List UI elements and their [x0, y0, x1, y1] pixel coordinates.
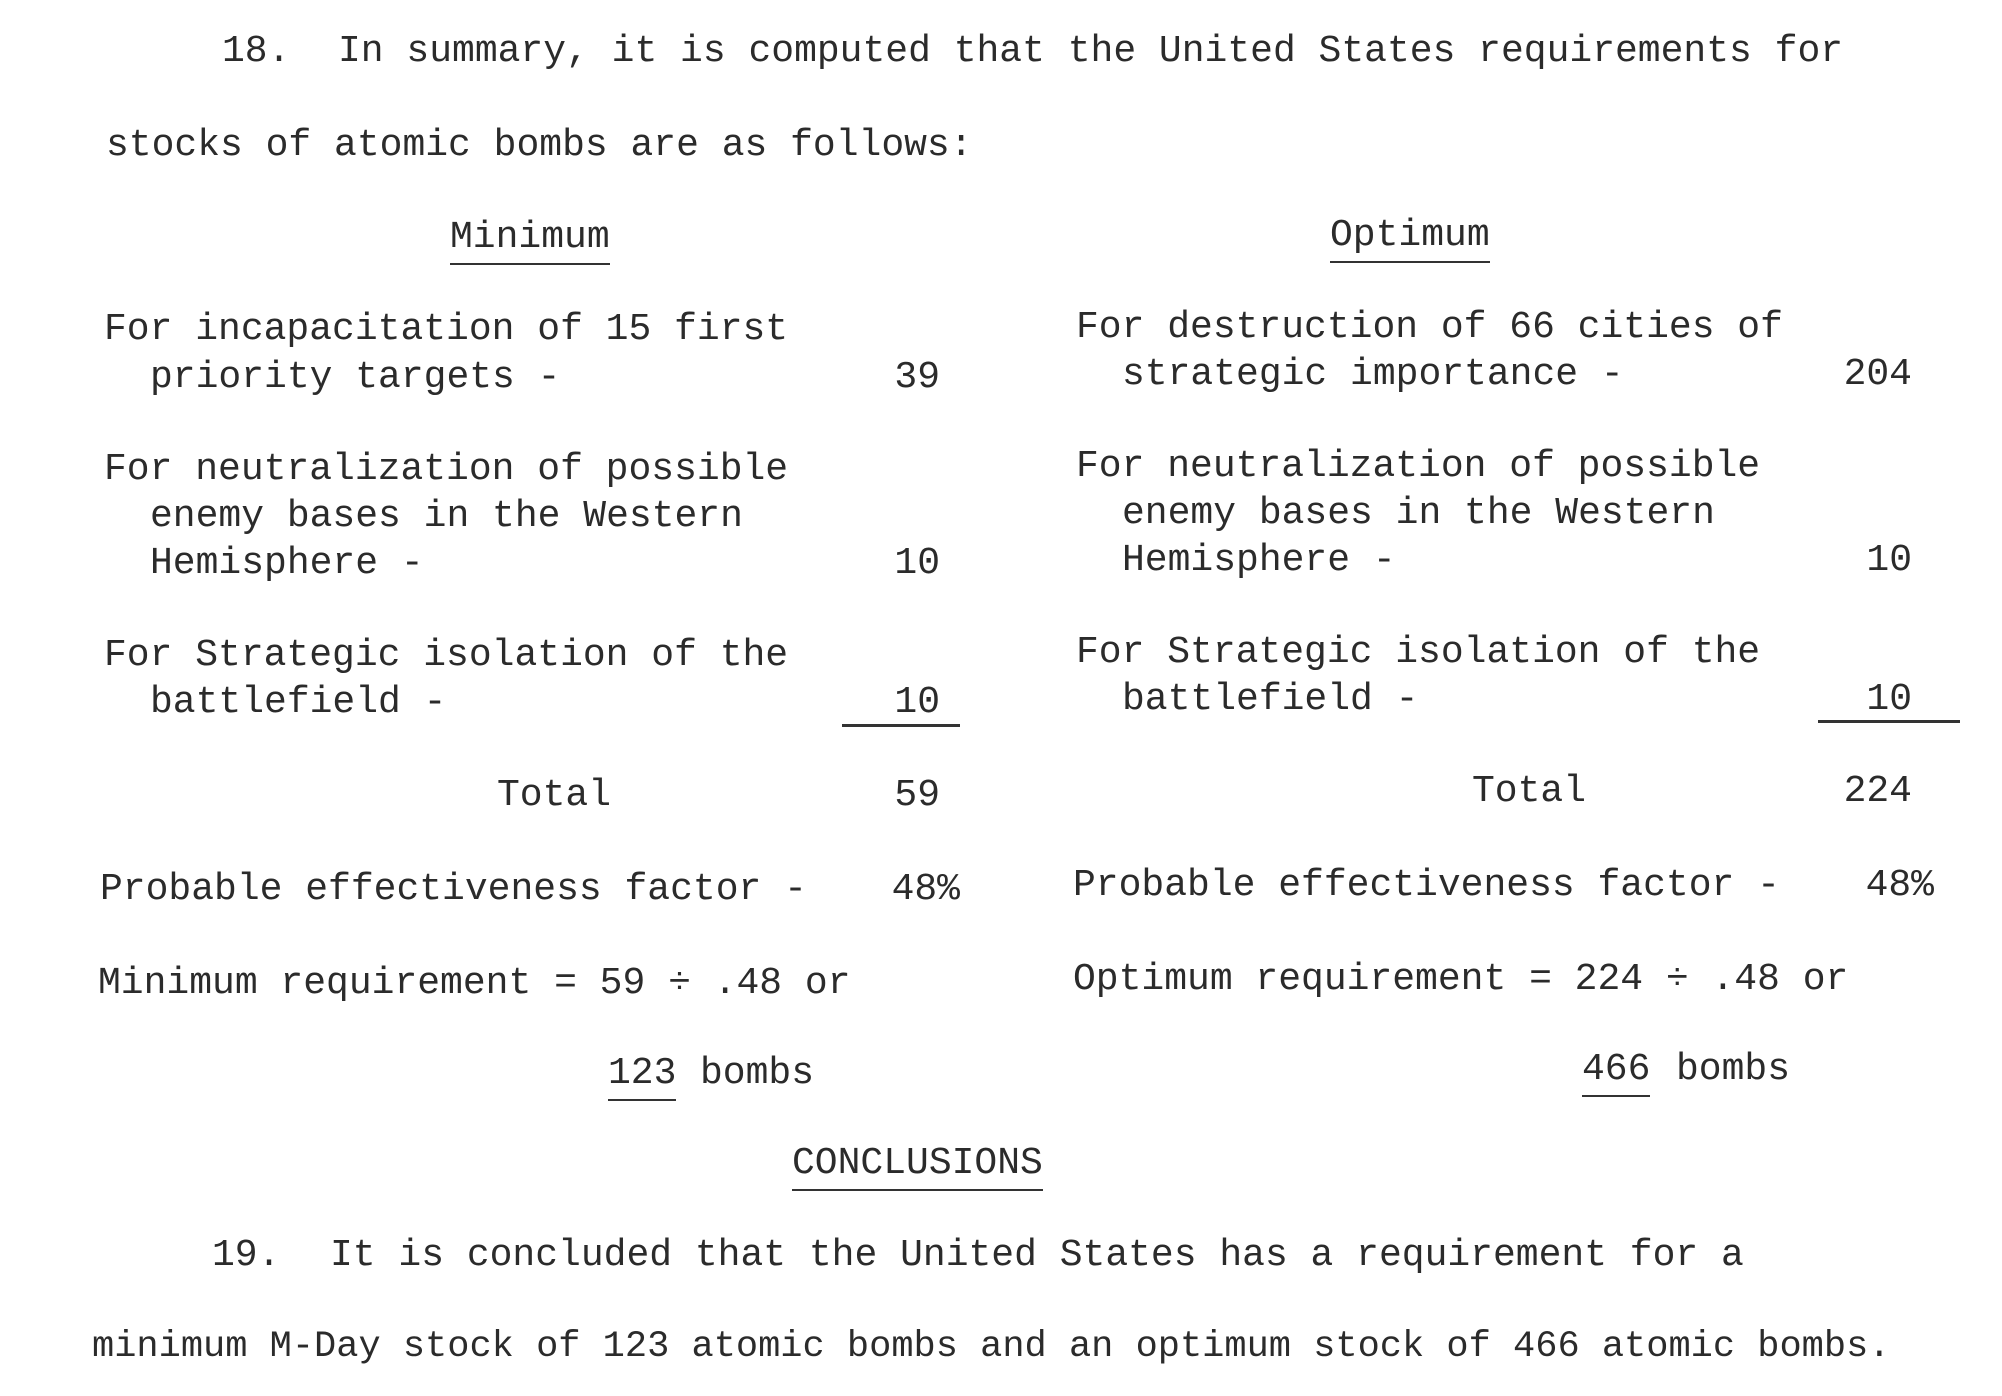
conclusions-heading: CONCLUSIONS	[792, 1142, 1043, 1191]
minimum-result-value: 123	[608, 1052, 676, 1101]
optimum-factor-label: Probable effectiveness factor -	[1073, 864, 1780, 907]
optimum-item-2-line-3: Hemisphere -	[1122, 539, 1396, 582]
paragraph-number-18: 18.	[222, 30, 291, 73]
minimum-item-3-line-2: battlefield -	[150, 681, 447, 724]
minimum-item-2-line-1: For neutralization of possible	[104, 448, 789, 491]
minimum-item-1-line-2: priority targets -	[150, 356, 561, 399]
minimum-requirement-formula: Minimum requirement = 59 ÷ .48 or	[98, 962, 851, 1005]
minimum-heading: Minimum	[450, 216, 610, 265]
minimum-item-3-value: 10	[894, 681, 940, 724]
minimum-item-2-line-2: enemy bases in the Western	[150, 495, 743, 538]
optimum-heading: Optimum	[1330, 214, 1490, 263]
optimum-result-value: 466	[1582, 1048, 1650, 1097]
paragraph-number-19: 19.	[212, 1234, 281, 1277]
minimum-total-value: 59	[894, 774, 940, 817]
optimum-item-3-line-2: battlefield -	[1122, 678, 1419, 721]
optimum-item-2-value: 10	[1866, 539, 1912, 582]
optimum-total-value: 224	[1843, 770, 1912, 813]
optimum-item-3-line-1: For Strategic isolation of the	[1076, 631, 1761, 674]
conclusion-line-2: minimum M-Day stock of 123 atomic bombs and an optimum stock of 466 atomic bombs.	[92, 1326, 1891, 1368]
optimum-item-2-line-2: enemy bases in the Western	[1122, 492, 1715, 535]
optimum-sum-rule	[1818, 720, 1960, 723]
optimum-item-1-value: 204	[1843, 353, 1912, 396]
minimum-item-2-value: 10	[894, 542, 940, 585]
minimum-factor-label: Probable effectiveness factor -	[100, 868, 807, 911]
minimum-item-1-line-1: For incapacitation of 15 first	[104, 308, 789, 351]
minimum-sum-rule	[842, 724, 960, 727]
optimum-factor-value: 48%	[1865, 864, 1934, 907]
minimum-factor-value: 48%	[891, 868, 960, 911]
minimum-item-1-value: 39	[894, 356, 940, 399]
optimum-item-1-line-2: strategic importance -	[1122, 353, 1624, 396]
optimum-total-label: Total	[1472, 770, 1587, 813]
minimum-total-label: Total	[497, 774, 612, 817]
optimum-item-3-value: 10	[1866, 678, 1912, 721]
intro-line-1: In summary, it is computed that the United States requirements for	[338, 30, 1844, 73]
minimum-item-2-line-3: Hemisphere -	[150, 542, 424, 585]
minimum-item-3-line-1: For Strategic isolation of the	[104, 634, 789, 677]
intro-line-2: stocks of atomic bombs are as follows:	[106, 124, 973, 167]
optimum-item-1-line-1: For destruction of 66 cities of	[1076, 306, 1783, 349]
minimum-result-unit: bombs	[700, 1052, 815, 1095]
optimum-result-unit: bombs	[1676, 1048, 1791, 1091]
optimum-requirement-formula: Optimum requirement = 224 ÷ .48 or	[1073, 958, 1849, 1001]
conclusion-line-1: It is concluded that the United States has a requirement for a	[330, 1234, 1744, 1277]
optimum-item-2-line-1: For neutralization of possible	[1076, 445, 1761, 488]
